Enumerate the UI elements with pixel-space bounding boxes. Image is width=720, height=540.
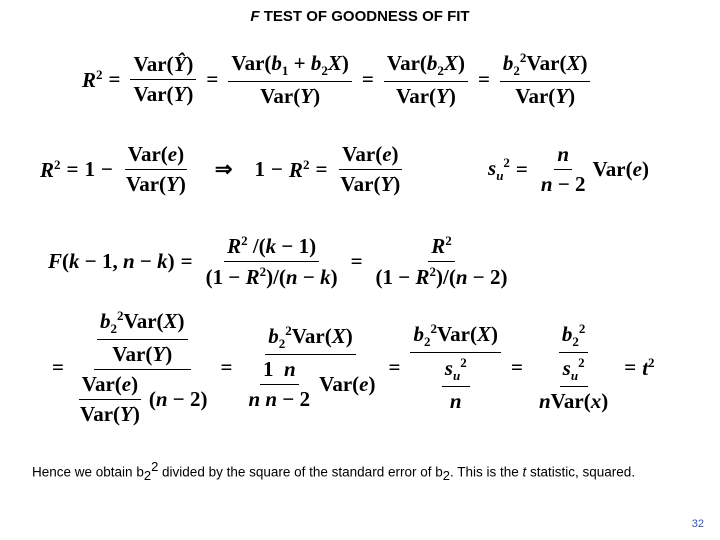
caption-part: statistic, squared. — [526, 464, 636, 480]
slide-title — [0, 8, 720, 25]
equation-one-minus-r-squared: $R^2$ = 1 − $\frac{\text{Var(e)}}{\text{Var(Y)}}$ ⇒ 1 − $R^2$ = $\frac{\text{Var(e)}}{\text{Var(Y)}}$ — [40, 142, 401, 196]
caption-part: Hence we obtain b — [32, 464, 144, 480]
equation-su-squared: $s_u^2$ = $\frac{n}{n - 2}$ Var(e) — [488, 142, 649, 196]
caption-part: . This is the — [449, 464, 523, 480]
caption-subscript: 2 — [143, 468, 152, 484]
caption-part: divided by the square of the standard error of b — [158, 464, 443, 480]
caption-text — [32, 458, 692, 485]
caption-superscript: 2 — [151, 459, 159, 474]
equation-f-statistic: F(k − 1, n − k) = $\frac{R^2 /(k - 1)}{(1 - R^2)/(n - k)}$ = $\frac{R^2}{(1 - R^2)/(n - 2)}$ — [48, 233, 508, 289]
equation-f-equals-t-squared: = $\frac{b_2^2Var(X)}{\text{Var(Y)}}$ $\frac{\text{Var(e)}}{\text{Var(Y)}}$ (n − 2) = $b_2^2Var(X)$ $\frac{1 n}{\text{n n − 2}}$ Var(e) = $\frac{b_2^2Var(X)}{\frac{s_u^2}{n}}$ = $\frac{b_2^2}{\frac{s_u^2}{\text{nVar(x)}}}$ = $t^2$ — [52, 308, 655, 427]
equation-r-squared-ratio: $R^2$ = $\frac{\text{Var(Ŷ)}}{\text{Var(Y)}}$ = $\frac{Var(b_1 + b_2X)}{\text{Var(Y)}}$ = $\frac{Var(b_2X)}{\text{Var(Y)}}$ = $\frac{b_2^2Var(X)}{\text{Var(Y)}}$ — [82, 50, 594, 109]
page-number: 32 — [691, 518, 704, 530]
caption-italic-t: t — [522, 464, 527, 480]
caption-subscript: 2 — [442, 468, 450, 484]
title-italic: F — [250, 8, 260, 25]
title-text: TEST OF GOODNESS OF FIT — [259, 8, 470, 25]
